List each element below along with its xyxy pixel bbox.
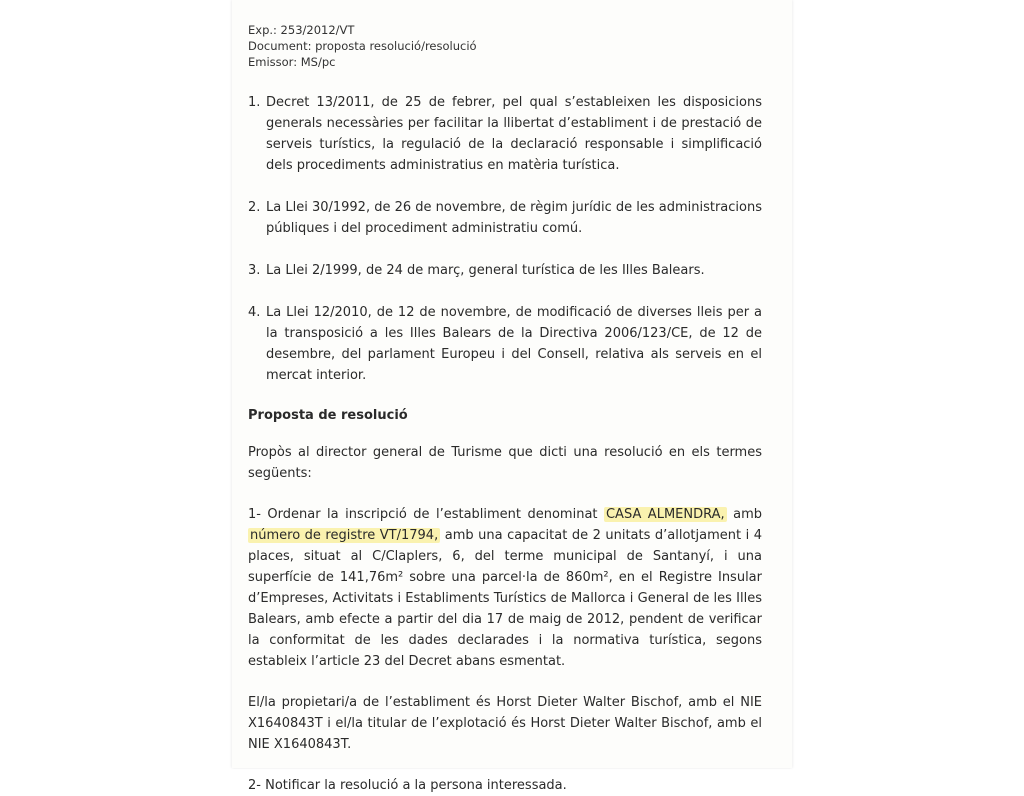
establishment-name-highlight: CASA ALMENDRA, xyxy=(605,507,725,522)
legal-ref-text: La Llei 2/1999, de 24 de març, general turística de les Illes Balears. xyxy=(266,263,705,278)
item1-text-after: amb una capacitat de 2 unitats d’allotjament i 4 places, situat al C/Claplers, 6, del terme municipal de Santanyí, i una superfície de 141,76m² sobre una parcel·la de 860m², en el Registre Insular d’Empreses, Activitats i Establiments Turístics de Mallorca i General de les Illes Balears, amb efecte a partir del dia 17 de maig de 2012, pendent de verificar la conformitat de les dades declarades i la normativa turística, segons estableix l’article 23 del Decret abans esmentat. xyxy=(248,528,763,669)
legal-ref-item xyxy=(248,197,762,239)
item1-text-before: 1- Ordenar la inscripció de l’establiment denominat xyxy=(248,507,604,522)
legal-ref-item xyxy=(248,260,762,281)
legal-ref-item xyxy=(248,92,762,176)
legal-ref-text: La Llei 12/2010, de 12 de novembre, de modificació de diverses lleis per a la transposició a les Illes Balears de la Directiva 2006/123/CE, de 12 de desembre, del parlament Europeu i del Consell, relativa als serveis en el mercat interior. xyxy=(266,305,762,383)
proposal-intro: Propòs al director general de Turisme que dicti una resolució en els termes següents: xyxy=(248,445,762,481)
registry-number-highlight: número de registre VT/1794, xyxy=(250,528,439,543)
document-line: Document: proposta resolució/resolució xyxy=(248,39,477,53)
emissor-line: Emissor: MS/pc xyxy=(248,55,336,69)
item1-text-mid: amb xyxy=(726,507,762,522)
proposal-title: Proposta de resolució xyxy=(248,408,408,423)
proposal-item-2: 2- Notificar la resolució a la persona interessada. xyxy=(248,778,567,793)
legal-references xyxy=(248,92,762,386)
legal-ref-item xyxy=(248,302,762,386)
owner-paragraph: El/la propietari/a de l’establiment és Horst Dieter Walter Bischof, amb el NIE X1640843T i el/la titular de l’explotació és Horst Dieter Walter Bischof, amb el NIE X1640843T. xyxy=(248,695,762,752)
legal-ref-number: 2. xyxy=(248,200,261,215)
legal-ref-text: Decret 13/2011, de 25 de febrer, pel qual s’estableixen les disposicions generals necessàries per facilitar la llibertat d’establiment i de prestació de serveis turístics, la regulació de la declaració responsable i simplificació dels procediments administratius en matèria turística. xyxy=(266,95,762,173)
legal-ref-number: 3. xyxy=(248,263,261,278)
exp-line: Exp.: 253/2012/VT xyxy=(248,23,355,37)
document-page xyxy=(232,0,792,793)
legal-ref-number: 4. xyxy=(248,305,261,320)
legal-ref-text: La Llei 30/1992, de 26 de novembre, de règim jurídic de les administracions públiques i del procediment administratiu comú. xyxy=(266,200,762,236)
legal-ref-number: 1. xyxy=(248,95,261,110)
document-header xyxy=(248,22,762,70)
document-content xyxy=(248,22,762,796)
proposal-item-1 xyxy=(248,504,762,672)
